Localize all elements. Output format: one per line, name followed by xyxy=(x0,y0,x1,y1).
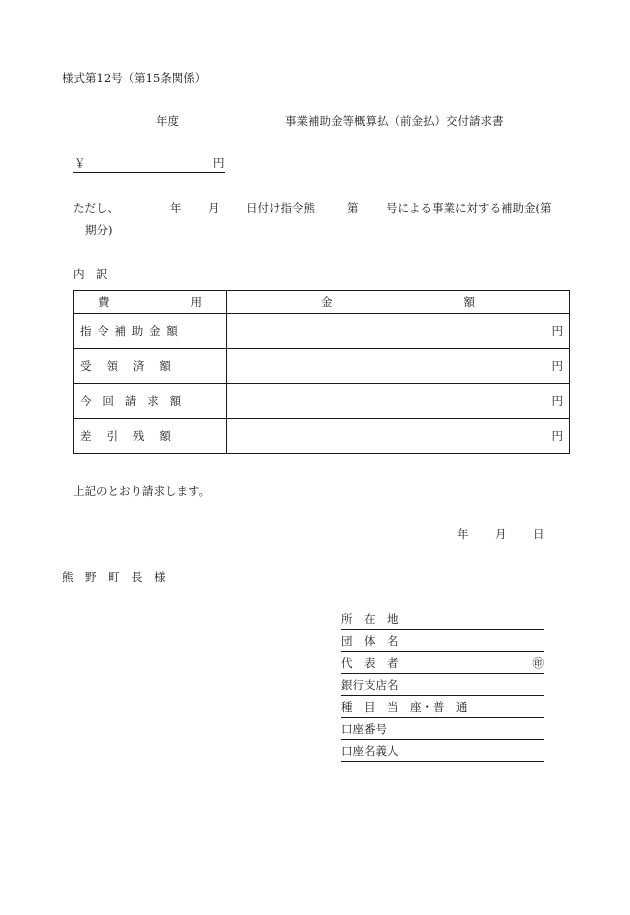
body-period: 期分) xyxy=(85,223,113,237)
applicant-account-type-label: 種 目 当 座・普 通 xyxy=(341,700,468,714)
row-unit: 円 xyxy=(551,359,563,373)
body-directive: 日付け指令熊 xyxy=(246,201,315,215)
row-label: 今回請求額 xyxy=(74,384,227,419)
request-text: 上記のとおり請求します。 xyxy=(73,484,211,498)
title-main: 事業補助金等概算払（前金払）交付請求書 xyxy=(285,114,504,128)
row-label: 指令補助金額 xyxy=(74,314,227,349)
body-month: 月 xyxy=(208,201,220,215)
body-tadashi: ただし、 xyxy=(73,201,119,215)
applicant-account-number-label: 口座番号 xyxy=(341,722,387,736)
applicant-account-type-field xyxy=(341,700,544,718)
applicant-account-number-field xyxy=(341,722,544,740)
applicant-representative-label: 代 表 者 xyxy=(341,656,399,670)
breakdown-table xyxy=(73,290,570,454)
table-row xyxy=(74,419,570,454)
table-row xyxy=(74,349,570,384)
amount-underline xyxy=(73,158,225,173)
breakdown-title: 内 訳 xyxy=(73,267,108,281)
row-unit: 円 xyxy=(551,429,563,443)
date-year: 年 xyxy=(457,527,469,541)
date-month: 月 xyxy=(495,527,507,541)
row-label: 受領済額 xyxy=(74,349,227,384)
body-year: 年 xyxy=(170,201,182,215)
row-amount xyxy=(227,349,570,384)
applicant-bank-branch-field xyxy=(341,678,544,696)
row-amount xyxy=(227,314,570,349)
title-year-label: 年度 xyxy=(156,114,179,128)
header-amount-char1: 金 xyxy=(321,295,333,309)
seal-mark: ㊞ xyxy=(532,656,544,670)
header-amount-char2: 額 xyxy=(463,295,475,309)
row-unit: 円 xyxy=(551,394,563,408)
applicant-organization-label: 団 体 名 xyxy=(341,634,399,648)
header-cost-char2: 用 xyxy=(190,295,202,309)
form-number: 様式第12号（第15条関係） xyxy=(62,71,207,85)
table-row xyxy=(74,314,570,349)
row-unit: 円 xyxy=(551,324,563,338)
row-label: 差引残額 xyxy=(74,419,227,454)
table-header-row xyxy=(74,291,570,314)
header-cost-char1: 費 xyxy=(98,295,110,309)
row-amount xyxy=(227,419,570,454)
yen-sign: ￥ xyxy=(74,156,86,170)
yen-unit: 円 xyxy=(213,156,225,170)
header-amount xyxy=(227,291,570,314)
table-row xyxy=(74,384,570,419)
applicant-address-field xyxy=(341,612,544,630)
applicant-account-holder-field xyxy=(341,744,544,762)
header-cost xyxy=(74,291,227,314)
applicant-bank-branch-label: 銀行支店名 xyxy=(341,678,399,692)
row-amount xyxy=(227,384,570,419)
body-purpose: 号による事業に対する補助金(第 xyxy=(386,201,552,215)
applicant-account-holder-label: 口座名義人 xyxy=(341,744,399,758)
addressee: 熊 野 町 長 様 xyxy=(62,570,166,584)
applicant-organization-field xyxy=(341,634,544,652)
applicant-representative-field xyxy=(341,656,544,674)
applicant-address-label: 所 在 地 xyxy=(341,612,399,626)
date-day: 日 xyxy=(533,527,545,541)
body-number-prefix: 第 xyxy=(347,201,359,215)
